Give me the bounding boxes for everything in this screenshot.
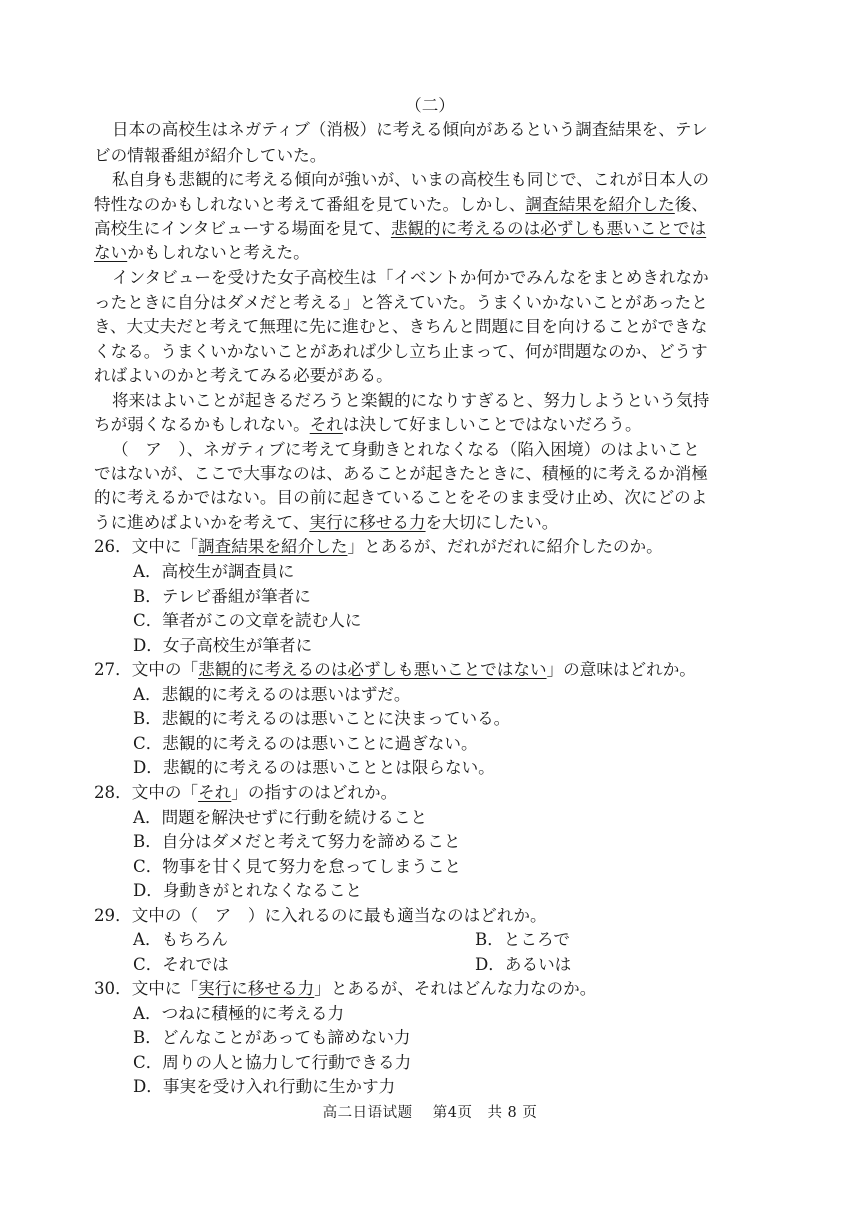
option-row <box>0 955 860 975</box>
answer-option[interactable]: B．ところで <box>475 930 570 949</box>
passage-line <box>0 415 860 435</box>
passage-line: き、大丈夫だと考えて無理に先に進むと、きちんと問題に目を向けることができな <box>94 317 708 336</box>
question-stem <box>0 537 860 557</box>
question-stem <box>0 906 860 926</box>
answer-option[interactable]: D．事実を受け入れ行動に生かす力 <box>133 1077 396 1096</box>
stem-text: 文中の「 <box>131 783 199 802</box>
question-stem <box>0 783 860 803</box>
answer-option[interactable]: A．もちろん <box>133 930 228 949</box>
answer-option[interactable]: B．どんなことがあっても諦めない力 <box>133 1028 411 1047</box>
underlined-phrase: それ <box>198 783 232 802</box>
underlined-phrase: それ <box>309 415 343 434</box>
answer-option[interactable]: B．テレビ番組が筆者に <box>133 587 311 606</box>
passage-line <box>0 513 860 533</box>
question-stem <box>0 660 860 680</box>
stem-text: 文中の（ ア ）に入れるのに最も適当なのはどれか。 <box>131 906 547 925</box>
answer-option[interactable]: C．筆者がこの文章を読む人に <box>133 611 362 630</box>
stem-text: 文中の「 <box>131 660 199 679</box>
stem-text: 」の意味はどれか。 <box>546 660 696 679</box>
answer-option[interactable]: A．悲観的に考えるのは悪いはずだ。 <box>133 685 411 704</box>
passage-line <box>0 195 860 215</box>
underlined-phrase: 調査結果を紹介した <box>198 537 348 556</box>
passage-line: ビの情報番組が紹介していた。 <box>94 146 327 165</box>
passage-text: 後、 <box>674 195 708 214</box>
question-stem <box>0 979 860 999</box>
answer-option[interactable]: A．つねに積極的に考える力 <box>133 1004 345 1023</box>
passage-line: （ ア ）、ネガティブに考えて身動きとれなくなる（陷入困境）のはよいこと <box>112 440 700 459</box>
passage-line: 的に考えるかではない。目の前に起きていることをそのまま受け止め、次にどのよ <box>94 488 708 507</box>
question-number: 30． <box>94 979 132 998</box>
answer-option[interactable]: B．悲観的に考えるのは悪いことに決まっている。 <box>133 709 511 728</box>
answer-option[interactable]: A．問題を解決せずに行動を続けること <box>133 808 428 827</box>
answer-option[interactable]: D．悲観的に考えるのは悪いこととは限らない。 <box>133 758 495 777</box>
passage-line: ったときに自分はダメだと考える」と答えていた。うまくいかないことがあったと <box>94 293 708 312</box>
stem-text: 文中に「 <box>131 979 199 998</box>
answer-option[interactable]: D．女子高校生が筆者に <box>133 636 313 655</box>
passage-line: くなる。うまくいかないことがあれば少し立ち止まって、何が問題なのか、どうす <box>94 342 708 361</box>
passage-text: 高校生にインタビューする場面を見て、 <box>94 219 391 238</box>
section-title: （二） <box>405 96 455 115</box>
question-number: 26． <box>94 537 132 556</box>
passage-line: インタビューを受けた女子高校生は「イベントか何かでみんなをまとめきれなか <box>112 268 709 287</box>
question-number: 27． <box>94 660 132 679</box>
passage-line: 私自身も悲観的に考える傾向が強いが、いまの高校生も同じで、これが日本人の <box>112 170 710 189</box>
passage-line: ればよいのかと考えてみる必要がある。 <box>94 366 393 385</box>
underlined-phrase: 調査結果を紹介した <box>525 195 675 214</box>
answer-option[interactable]: C．それでは <box>133 955 229 974</box>
question-number: 28． <box>94 783 132 802</box>
underlined-phrase: 実行に移せる力 <box>309 513 426 532</box>
option-row <box>0 930 860 950</box>
passage-line: 日本の高校生はネガティブ（消极）に考える傾向があるという調査結果を、テレ <box>112 120 708 139</box>
answer-option[interactable]: A．高校生が調査員に <box>133 562 295 581</box>
stem-text: 」の指すのはどれか。 <box>231 783 398 802</box>
answer-option[interactable]: D．身動きがとれなくなること <box>133 881 363 900</box>
page-footer: 高二日语试题 第4页 共 8 页 <box>322 1105 538 1121</box>
underlined-phrase: ない <box>94 243 128 262</box>
passage-line: 将来はよいことが起きるだろうと楽観的になりすぎると、努力しようという気持 <box>112 391 710 410</box>
passage-text: うに進めばよいかを考えて、 <box>94 513 310 532</box>
passage-text: ちが弱くなるかもしれない。 <box>94 415 310 434</box>
stem-text: 文中に「 <box>131 537 199 556</box>
underlined-phrase: 悲観的に考えるのは必ずしも悪いことではない <box>198 660 547 679</box>
answer-option[interactable]: D．あるいは <box>475 955 572 974</box>
answer-option[interactable]: C．物事を甘く見て努力を怠ってしまうこと <box>133 857 461 876</box>
answer-option[interactable]: C．周りの人と協力して行動できる力 <box>133 1053 412 1072</box>
passage-text: は決して好ましいことではないだろう。 <box>342 415 642 434</box>
passage-line: ではないが、ここで大事なのは、あることが起きたときに、積極的に考えるか消極 <box>94 464 708 483</box>
underlined-phrase: 悲観的に考えるのは必ずしも悪いことでは <box>390 219 707 238</box>
underlined-phrase: 実行に移せる力 <box>198 979 315 998</box>
passage-text: かもしれないと考えた。 <box>127 243 310 262</box>
question-number: 29． <box>94 906 132 925</box>
stem-text: 」とあるが、だれがだれに紹介したのか。 <box>347 537 663 556</box>
passage-text: を大切にしたい。 <box>425 513 559 532</box>
answer-option[interactable]: B．自分はダメだと考えて努力を諦めること <box>133 832 461 851</box>
passage-text: 特性なのかもしれないと考えて番組を見ていた。しかし、 <box>94 195 526 214</box>
passage-line <box>0 243 860 263</box>
answer-option[interactable]: C．悲観的に考えるのは悪いことに過ぎない。 <box>133 734 478 753</box>
stem-text: 」とあるが、それはどんな力なのか。 <box>314 979 597 998</box>
passage-line <box>0 219 860 239</box>
